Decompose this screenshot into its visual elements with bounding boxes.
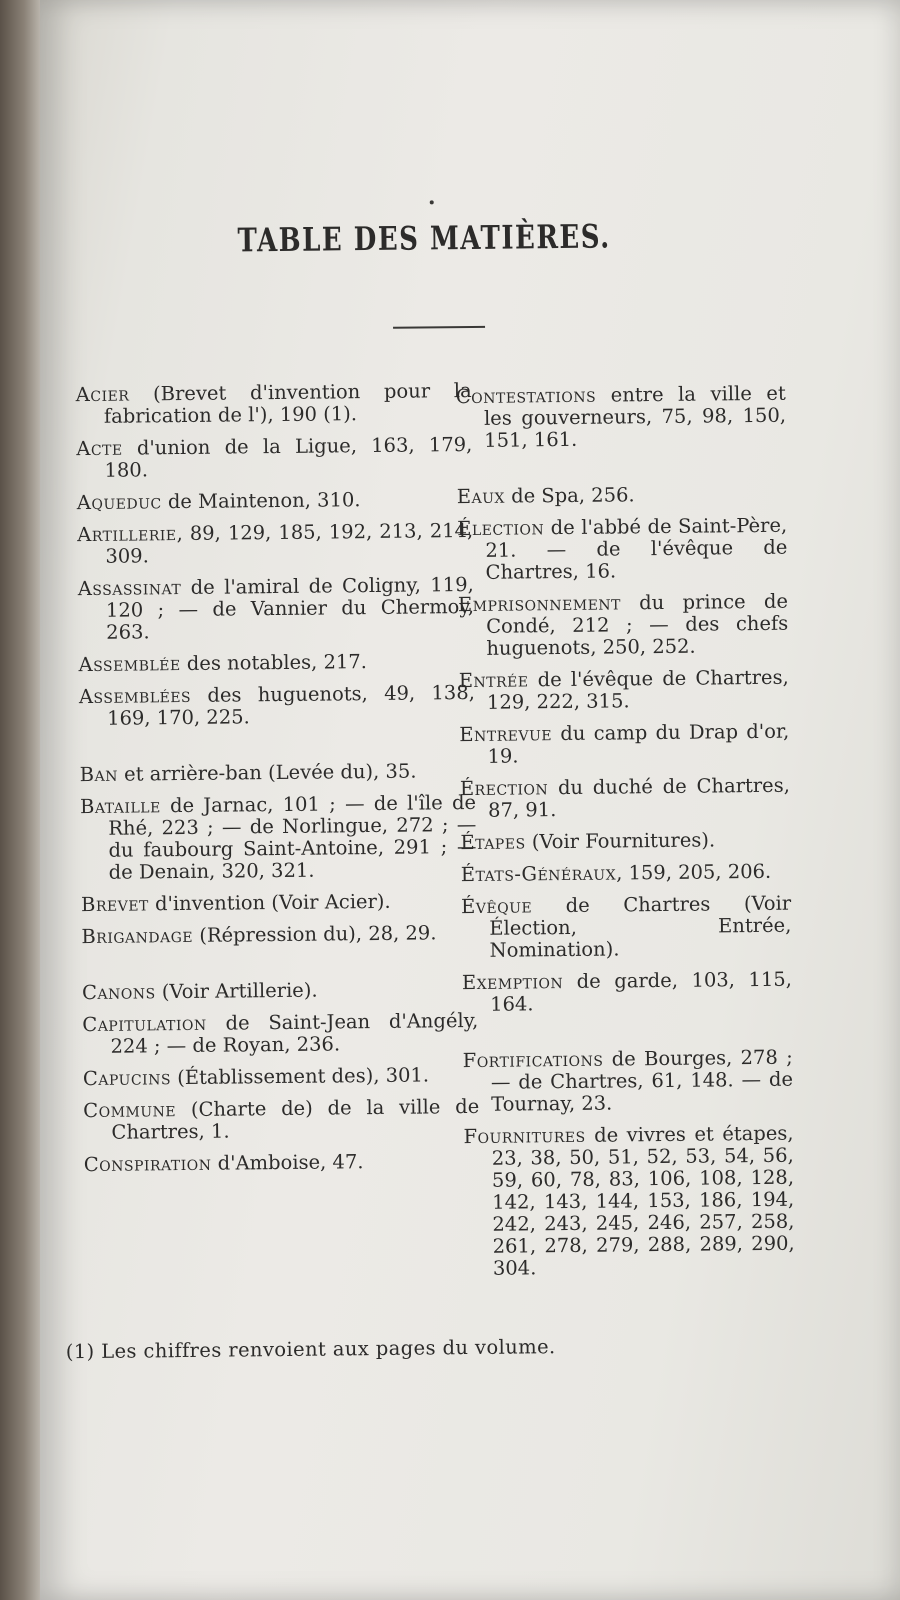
entry-text: entre la ville et les gouverneurs, 75, 98, 150, 151, 161. (483, 381, 787, 452)
entry-text: de Chartres (Voir Élection, Entrée, Nomination). (489, 891, 792, 962)
entry-keyword: Emprisonnement (457, 591, 622, 617)
entry-keyword: Assemblée (78, 652, 181, 677)
entry-text: de l'amiral de Coligny, 119, 120 ; — de Vannier du Chermoy, 263. (105, 572, 475, 644)
index-entry (458, 591, 789, 660)
index-entry (460, 829, 790, 854)
entry-keyword: Fournitures (463, 1123, 586, 1149)
entry-keyword: Évêque (460, 894, 533, 919)
entry-keyword: États-Généraux (460, 861, 617, 887)
ink-dot (430, 200, 434, 204)
entry-keyword: Acier (75, 382, 130, 407)
index-entry (461, 861, 791, 886)
index-entry (457, 483, 787, 508)
entry-text: (Charte de) de la ville de Chartres, 1. (111, 1094, 480, 1144)
entry-keyword: Contestations (455, 383, 597, 409)
entry-text: de Spa, 256. (504, 483, 635, 508)
index-entry (462, 969, 792, 1016)
title-rule (393, 326, 485, 328)
index-entry (80, 760, 476, 786)
page-content (40, 0, 900, 1600)
entry-keyword: Commune (83, 1098, 177, 1123)
entry-keyword: Exemption (461, 970, 564, 995)
entry-text: de Jarnac, 101 ; — de l'île de Rhé, 223 ; — de Norlingue, 272 ; — du faubourg Saint-Antoine, 291 ; — de Denain, 320, 321. (108, 790, 477, 884)
index-entry (78, 650, 474, 676)
entry-text: d'Amboise, 47. (211, 1150, 364, 1175)
entry-text: (Répression du), 28, 29. (192, 921, 437, 947)
index-entry (81, 922, 477, 948)
entry-keyword: Assassinat (77, 576, 182, 601)
entry-keyword: Aqueduc (76, 490, 162, 515)
entry-keyword: Étapes (460, 830, 526, 855)
index-entry (463, 1047, 794, 1116)
entry-text: du duché de Chartres, 87, 91. (487, 773, 790, 822)
index-entry (80, 792, 477, 884)
index-entry (84, 1150, 480, 1176)
entry-text: et arrière-ban (Levée du), 35. (117, 759, 417, 786)
entry-keyword: Bataille (79, 794, 161, 819)
page-gutter (0, 0, 40, 1600)
entry-text: de garde, 103, 115, 164. (490, 967, 793, 1016)
index-entry (78, 574, 475, 644)
index-entry (76, 380, 472, 428)
entry-text: des huguenots, 49, 138, 169, 170, 225. (107, 680, 475, 730)
index-entry (81, 890, 477, 916)
page-title: TABLE DES MATIÈRES. (237, 218, 611, 261)
entry-keyword: Brigandage (81, 923, 194, 949)
index-entry (82, 978, 478, 1004)
entry-text: de vivres et étapes, 23, 38, 50, 51, 52, 53, 54, 56, 59, 60, 78, 83, 106, 108, 128, 142, 143, 144, 153, 186, 194, 242, 243, 245, 246, 257, 258, 261, 278, 279, 288, 289, 290, 304. (491, 1121, 795, 1280)
index-entry (460, 775, 790, 822)
index-entry (459, 721, 789, 768)
index-entry (83, 1064, 479, 1090)
entry-keyword: Ban (79, 762, 119, 787)
index-entry (79, 682, 475, 730)
entry-text: (Établissement des), 301. (170, 1063, 430, 1090)
entry-keyword: Érection (459, 776, 549, 801)
entry-keyword: Capucins (82, 1066, 172, 1091)
entry-text: , 159, 205, 206. (616, 859, 772, 885)
book-page (40, 0, 900, 1600)
index-entry (76, 434, 472, 482)
entry-text: du prince de Condé, 212 ; — des chefs huguenots, 250, 252. (486, 589, 789, 660)
index-entry (77, 488, 473, 514)
index-entry (82, 1010, 478, 1058)
entry-keyword: Brevet (80, 892, 149, 917)
entry-text: (Brevet d'invention pour la fabrication de l'), 190 (1). (103, 378, 472, 428)
entry-text: de Saint-Jean d'Angély, 224 ; — de Royan, 236. (110, 1008, 479, 1058)
index-entry (463, 1123, 795, 1280)
entry-text: des notables, 217. (180, 650, 368, 676)
footnote: (1) Les chiffres renvoient aux pages du volume. (65, 1335, 556, 1364)
index-entry (77, 520, 473, 568)
entry-keyword: Canons (81, 980, 156, 1005)
index-column-left (76, 380, 480, 1186)
entry-text: de l'abbé de Saint-Père, 21. — de l'évêque de Chartres, 16. (485, 513, 788, 584)
entry-keyword: Élection (457, 516, 545, 541)
entry-keyword: Entrevue (459, 722, 553, 747)
entry-text: (Voir Fournitures). (525, 828, 716, 854)
index-column-right (456, 383, 795, 1290)
index-entry (461, 893, 792, 962)
entry-keyword: Capitulation (82, 1011, 207, 1037)
entry-keyword: Assemblées (78, 683, 192, 709)
index-entry (457, 515, 788, 584)
entry-keyword: Artillerie (77, 522, 177, 547)
entry-text: d'union de la Ligue, 163, 179, 180. (104, 432, 473, 482)
index-entry (83, 1096, 479, 1144)
entry-text: , 89, 129, 185, 192, 213, 214, 309. (105, 518, 474, 568)
entry-text: (Voir Artillerie). (155, 978, 318, 1004)
index-entry (456, 383, 787, 452)
entry-text: d'invention (Voir Acier). (148, 889, 391, 916)
entry-keyword: Conspiration (83, 1151, 212, 1177)
entry-keyword: Acte (76, 436, 123, 461)
entry-text: de Maintenon, 310. (161, 488, 361, 514)
entry-text: de Bourges, 278 ; — de Chartres, 61, 148. — de Tournay, 23. (490, 1045, 794, 1116)
entry-keyword: Eaux (456, 484, 506, 509)
entry-text: de l'évêque de Chartres, 129, 222, 315. (486, 665, 789, 714)
entry-keyword: Entrée (458, 668, 529, 693)
index-entry (459, 667, 789, 714)
entry-text: du camp du Drap d'or, 19. (487, 719, 790, 768)
entry-keyword: Fortifications (462, 1047, 604, 1073)
